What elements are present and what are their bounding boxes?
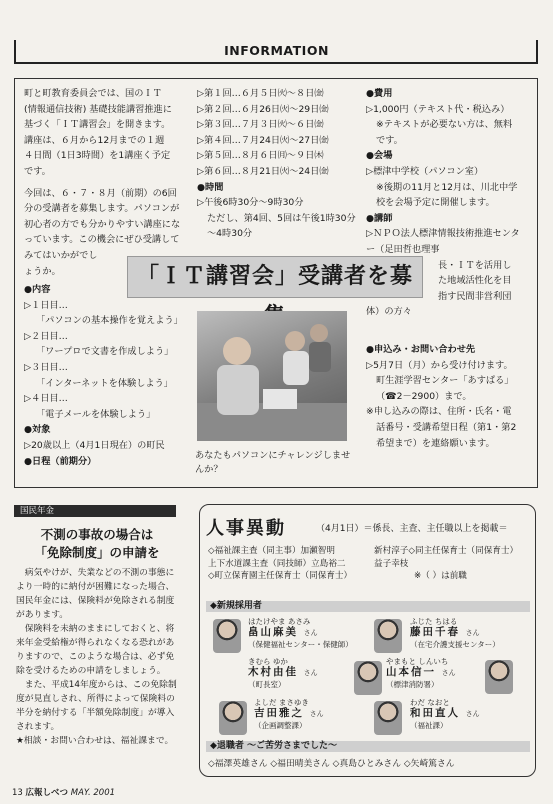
- publication-name: 広報しべつ: [25, 788, 69, 798]
- avatar: [374, 701, 402, 735]
- retirees-list: ◇福澤英雄さん ◇福田晴美さん ◇真島ひとみさん ◇矢崎篤さん: [208, 759, 455, 769]
- it-banner: 「ＩＴ講習会」受講者を募: [127, 256, 423, 298]
- page-number: 13: [12, 788, 23, 798]
- hire-3: きむら ゆか 木村由佳 さん （町長室）: [248, 657, 318, 689]
- hire-6: わだ なおと 和田直人 さん （福祉課）: [410, 698, 480, 730]
- issue-date: MAY. 2001: [70, 788, 116, 798]
- avatar: [374, 619, 402, 653]
- hire-2: ふじた ちはる 藤田千春 さん （在宅介護支援センター）: [410, 617, 500, 649]
- it-schedule: ▷第１回…６月５日㈫～８日㈮ ▷第２回…６月26日㈫～29日㈮ ▷第３回…７月３日㈫～６日㈮ ▷第４回…７月24日㈫～27日㈮ ▷第５回…８月６日㈪～９日㈭ ▷第６回…８月21日㈫～24日㈮ ●時間 ▷午後6時30分～9時30分 ただし、第4回、5回は午後1時30分 ～4時30分: [197, 88, 356, 240]
- avatar: [219, 701, 247, 735]
- hire-5: よしだ まさゆき 吉田雅之 さん （企画調整課）: [254, 698, 324, 730]
- jinji-moves: ◇福祉課主査（同主事）加瀬智明 上下水道課主査（同技師）立島裕二 ◇町立保育園主任保育士（同保育士）: [208, 546, 353, 581]
- it-contents: ●内容 ▷１日目… 「パソコンの基本操作を覚えよう」 ▷２日目… 「ワープロで文書を作成しよう」 ▷３日目… 「インターネットを体験しよう」 ▷４日目… 「電子メールを体験しよう」 ●対象 ▷20歳以上（4月1日現在）の町民 ●日程（前期分）: [24, 284, 183, 467]
- nenkin-body: 病気やけが、失業などの不測の事態により一時的に納付が困難になった場合、国民年金には、保険料が免除される制度があります。 保険料を未納のままにしておくと、将来年金受給権が得られなくなる恐れがありますので、このような場合は、必ず免除を受けるための申請をしましょう。 また、平成14年度からは、この免除制度が見直しされ、所得によって保険料の半分を納付する「半額免除制度」が導入されます。 ★相談・お問い合わせは、福祉課まで。: [16, 568, 177, 746]
- page-footer: [12, 786, 115, 798]
- jinji-moves-right: 新村淳子◇同主任保育士（同保育士） 益子幸枝 ※（ ）は前職: [374, 546, 519, 581]
- classroom-photo: [197, 311, 347, 441]
- retirees-bar: ◆退職者 ～ご苦労さまでした～: [206, 741, 530, 752]
- section-title: INFORMATION: [224, 43, 329, 58]
- avatar: [354, 661, 382, 695]
- hire-1: はたけやま あさみ 畠山麻美 さん （保健福祉センター・保健師）: [248, 617, 353, 649]
- avatar: [485, 660, 513, 694]
- new-hires-bar: ◆新規採用者: [206, 601, 530, 612]
- header-rule: [14, 62, 538, 64]
- photo-caption: あなたもパソコンにチャレンジしませんか？: [195, 450, 351, 475]
- it-intro: 町と町教育委員会では、国のＩＴ (情報通信技術) 基礎技能講習推進に 基づく「ＩＴ講習会」を開きます。 講座は、６月から12月までの１週 ４日間（1日3時間）を1講座く予定 です。 今回は、６・７・８月（前期）の6回 分の受講者を募集します。パソコンが 初心者の方でも分かりやすい講座にな っています。この機会にぜひ受講して みてはいかがでし ょうか。: [24, 88, 181, 277]
- it-details: ●費用 ▷1,000円（テキスト代・税込み） ※テキストが必要ない方は、無料 です。 ●会場 ▷標津中学校（パソコン室） ※後期の11月と12月は、川北中学 校を会場予定に開催します。 ●講師 ▷ＮＰＯ法人標津情報技術推進センター（足田哲也理事 長・ＩＴを活用し た地域活性化を目 指す民間非営利団 体）の方々: [366, 88, 520, 318]
- hire-4: やまもと しんいち 山本信一 さん （標津消防署）: [386, 657, 456, 689]
- jinji-subtitle: （4月1日）＝係長、主査、主任職以上を掲載＝: [316, 524, 508, 534]
- avatar: [213, 619, 241, 653]
- it-application: ●申込み・お問い合わせ先 ▷5月7日（月）から受け付けます。 町生涯学習センター「あすぱる」 （☎2－2900）まで。 ※申し込みの際は、住所・氏名・電 話番号・受講希望日程（第1・第2 希望まで）を連絡願います。: [366, 344, 517, 449]
- classroom-photo-art: [197, 311, 347, 441]
- nenkin-tab: 国民年金: [14, 505, 176, 517]
- jinji-title: 人事異動: [206, 518, 286, 539]
- nenkin-heading: 不測の事故の場合は 「免除制度」の申請を: [34, 527, 160, 560]
